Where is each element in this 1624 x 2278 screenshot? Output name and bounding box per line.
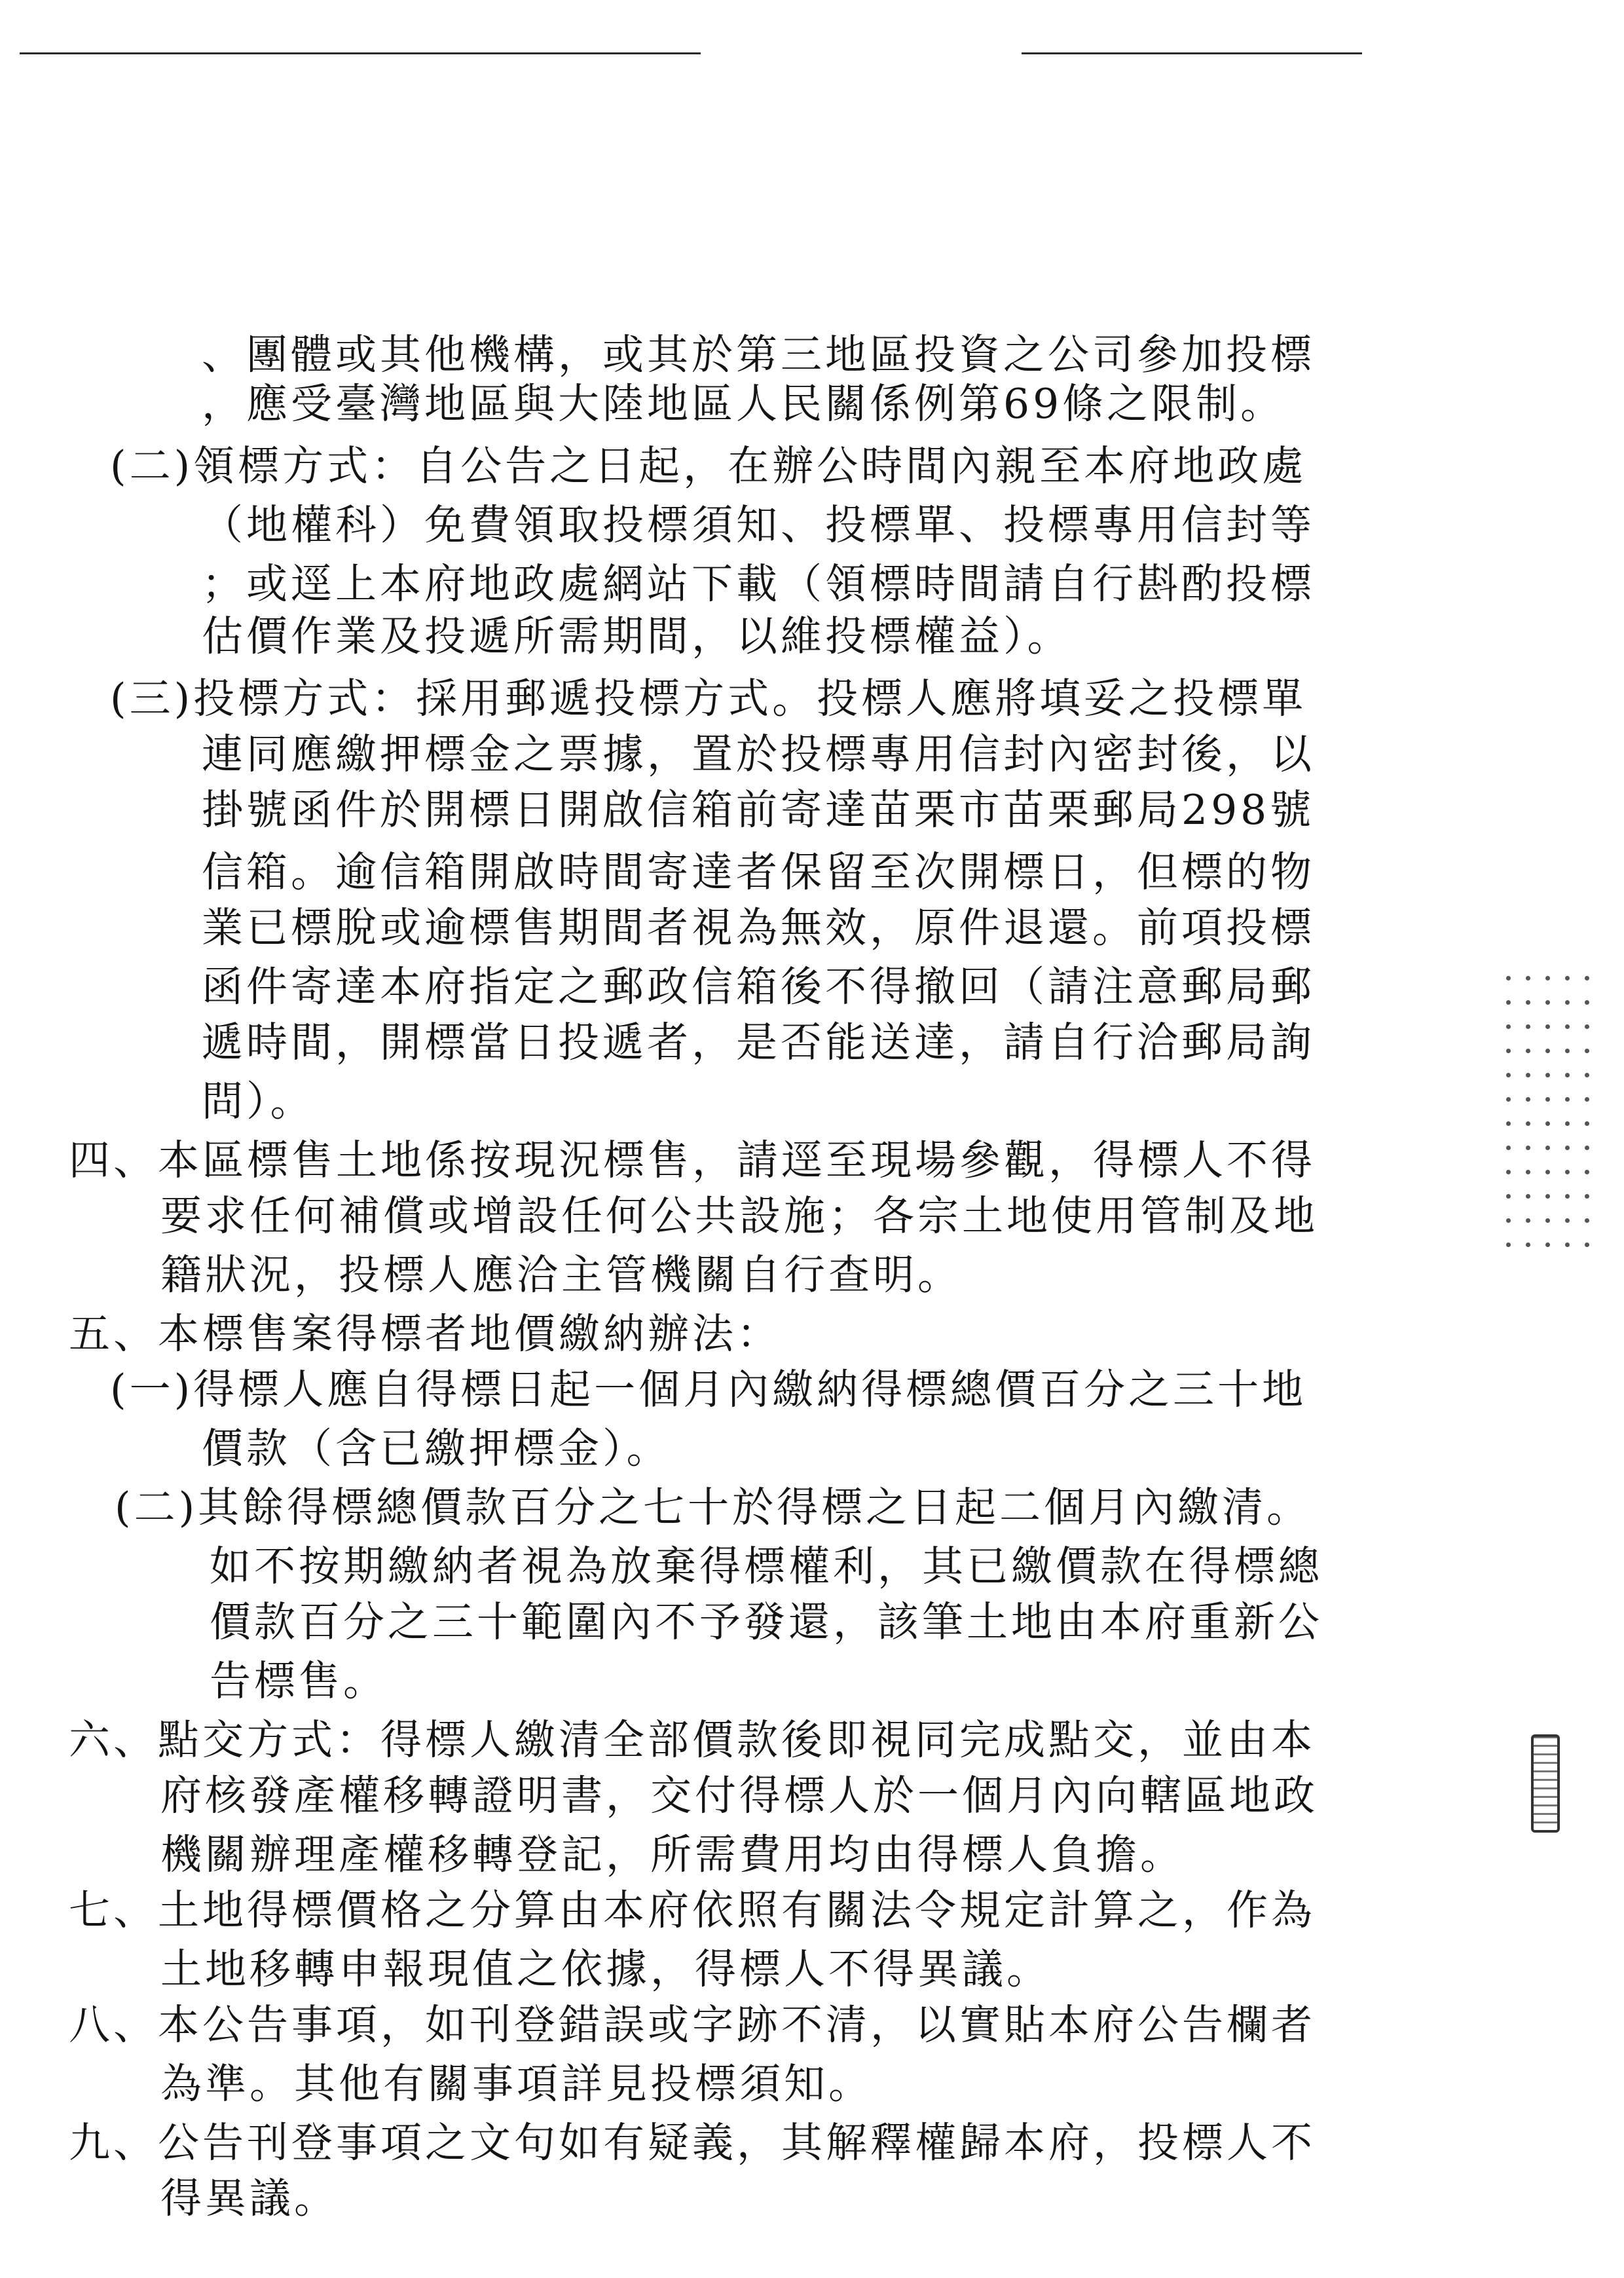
text-line: 遞時間，開標當日投遞者，是否能送達，請自行洽郵局詢 bbox=[202, 1018, 1315, 1066]
text-line: 價款百分之三十範圍內不予發還，該筆土地由本府重新公 bbox=[210, 1598, 1323, 1646]
text-line: (二)領標方式：自公告之日起，在辦公時間內親至本府地政處 bbox=[110, 442, 1307, 490]
text-line: 七、土地得標價格之分算由本府依照有關法令規定計算之，作為 bbox=[69, 1886, 1316, 1934]
top-rule-left bbox=[20, 52, 701, 54]
text-line: 為準。其他有關事項詳見投標須知。 bbox=[160, 2060, 873, 2108]
text-line: 如不按期繳納者視為放棄得標權利，其已繳價款在得標總 bbox=[210, 1542, 1323, 1590]
text-line: (三)投標方式：採用郵遞投標方式。投標人應將填妥之投標單 bbox=[110, 675, 1307, 722]
text-line: 問）。 bbox=[202, 1077, 315, 1125]
text-line: 八、本公告事項，如刊登錯誤或字跡不清，以實貼本府公告欄者 bbox=[69, 2001, 1316, 2049]
text-line: (一)得標人應自得標日起一個月內繳納得標總價百分之三十地 bbox=[110, 1366, 1307, 1413]
text-line: 信箱。逾信箱開啟時間寄達者保留至次開標日，但標的物 bbox=[202, 848, 1315, 896]
text-line: ；或逕上本府地政處網站下載（領標時間請自行斟酌投標 bbox=[202, 560, 1315, 608]
text-line: (二)其餘得標總價款百分之七十於得標之日起二個月內繳清。 bbox=[115, 1484, 1312, 1531]
text-line: 九、公告刊登事項之文句如有疑義，其解釋權歸本府，投標人不 bbox=[69, 2119, 1316, 2167]
text-line: 五、本標售案得標者地價繳納辦法： bbox=[69, 1310, 781, 1358]
text-line: 、團體或其他機構，或其於第三地區投資之公司參加投標 bbox=[202, 331, 1315, 379]
text-line: 要求任何補償或增設任何公共設施；各宗土地使用管制及地 bbox=[160, 1192, 1318, 1240]
text-line: 四、本區標售土地係按現況標售，請逕至現場參觀，得標人不得 bbox=[69, 1136, 1316, 1184]
text-line: 機關辦理產權移轉登記，所需費用均由得標人負擔。 bbox=[160, 1831, 1185, 1878]
text-line: 得異議。 bbox=[160, 2175, 339, 2222]
text-line: 函件寄達本府指定之郵政信箱後不得撤回（請注意郵局郵 bbox=[202, 963, 1315, 1011]
text-line: （地權科）免費領取投標須知、投標單、投標專用信封等 bbox=[202, 501, 1315, 549]
text-line: 土地移轉申報現值之依據，得標人不得異議。 bbox=[160, 1945, 1051, 1993]
text-line: ，應受臺灣地區與大陸地區人民關係例第69條之限制。 bbox=[202, 380, 1285, 428]
punch-hole-dots bbox=[1506, 976, 1604, 1247]
text-line: 價款（含已繳押標金）。 bbox=[202, 1425, 671, 1472]
text-line: 掛號函件於開標日開啟信箱前寄達苗栗市苗栗郵局298號 bbox=[202, 786, 1315, 834]
text-line: 籍狀況，投標人應洽主管機關自行查明。 bbox=[160, 1251, 962, 1299]
top-rule-right bbox=[1022, 52, 1362, 54]
text-line: 府核發產權移轉證明書，交付得標人於一個月內向轄區地政 bbox=[160, 1772, 1318, 1820]
text-line: 六、點交方式：得標人繳清全部價款後即視同完成點交，並由本 bbox=[69, 1716, 1316, 1764]
text-line: 告標售。 bbox=[210, 1657, 388, 1705]
text-line: 估價作業及投遞所需期間，以維投標權益）。 bbox=[202, 612, 1072, 660]
scan-edge-stamp bbox=[1531, 1734, 1560, 1833]
text-line: 業已標脫或逾標售期間者視為無效，原件退還。前項投標 bbox=[202, 904, 1315, 952]
text-line: 連同應繳押標金之票據，置於投標專用信封內密封後，以 bbox=[202, 730, 1315, 778]
